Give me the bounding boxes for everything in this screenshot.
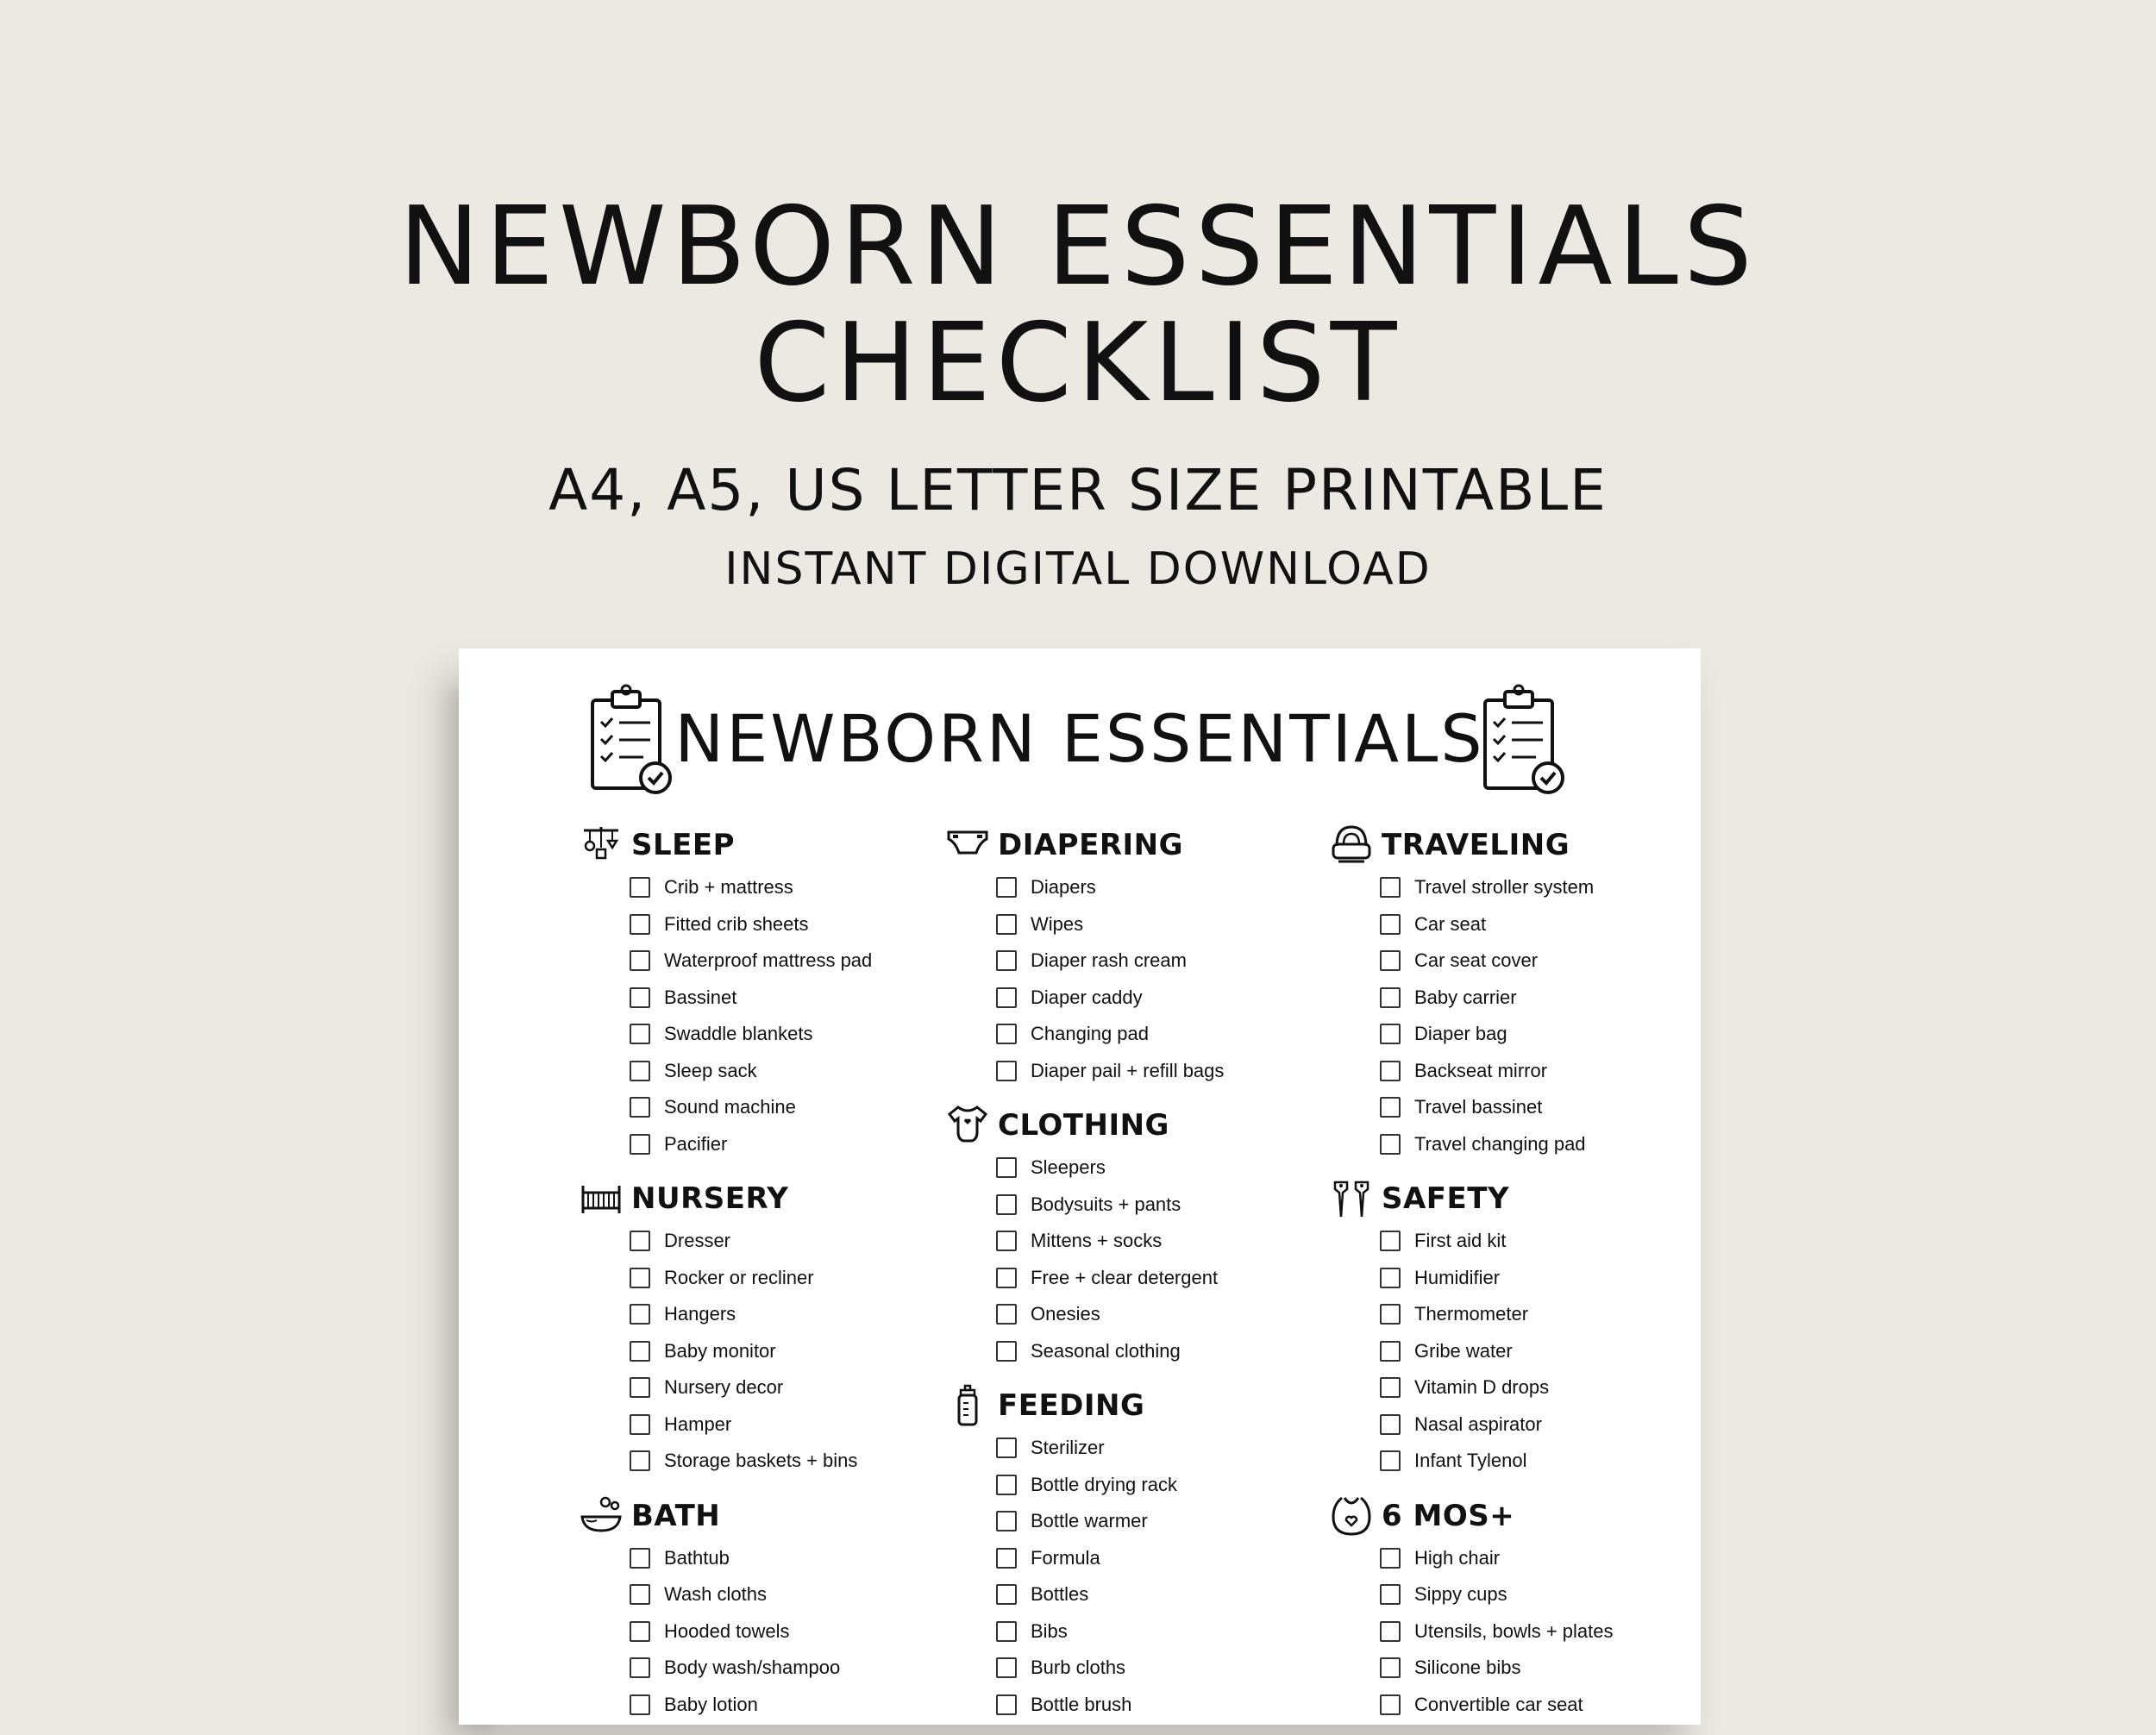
item-label: Bottle warmer <box>1031 1510 1148 1532</box>
item-label: Sippy cups <box>1414 1583 1507 1606</box>
checkbox[interactable] <box>630 1341 650 1362</box>
checklist-item[interactable] <box>630 1369 872 1406</box>
checklist-item[interactable] <box>996 1223 1224 1260</box>
checklist-item[interactable] <box>996 869 1224 906</box>
checklist-item[interactable] <box>1380 1650 1614 1687</box>
checklist-item[interactable] <box>630 1613 872 1650</box>
item-label: Dresser <box>664 1230 731 1252</box>
checkbox[interactable] <box>996 987 1017 1008</box>
item-label: Onesies <box>1031 1303 1100 1325</box>
item-label: Crib + mattress <box>664 876 793 899</box>
checkbox[interactable] <box>630 1548 650 1569</box>
checkbox[interactable] <box>1380 1231 1401 1251</box>
checkbox[interactable] <box>630 987 650 1008</box>
item-label: Mittens + socks <box>1031 1230 1163 1252</box>
diaper-icon <box>946 824 989 867</box>
item-label: Diaper rash cream <box>1031 949 1187 972</box>
checkbox[interactable] <box>1380 1268 1401 1288</box>
checklist-item[interactable] <box>1380 869 1614 906</box>
onesie-icon <box>946 1104 989 1147</box>
section-sleep <box>580 821 872 1162</box>
checklist-item[interactable] <box>1380 1687 1614 1724</box>
checklist-item[interactable] <box>1380 1576 1614 1613</box>
item-label: Diaper pail + refill bags <box>1031 1059 1225 1081</box>
checklist-item[interactable] <box>996 1296 1224 1333</box>
checkbox[interactable] <box>630 1024 650 1044</box>
checklist-item[interactable] <box>996 1149 1224 1187</box>
checkbox[interactable] <box>630 1304 650 1325</box>
checkbox[interactable] <box>996 1511 1017 1531</box>
checkbox[interactable] <box>1380 1584 1401 1605</box>
checklist-item[interactable] <box>1380 1333 1614 1370</box>
checkbox[interactable] <box>996 1437 1017 1458</box>
item-label: Hangers <box>664 1303 736 1325</box>
item-label: Bodysuits + pants <box>1031 1193 1181 1215</box>
checkbox[interactable] <box>630 1694 650 1715</box>
checklist-item[interactable] <box>996 980 1224 1017</box>
checkbox[interactable] <box>996 914 1017 935</box>
checkbox[interactable] <box>996 1024 1017 1044</box>
checkbox[interactable] <box>1380 1134 1401 1155</box>
item-label: Swaddle blankets <box>664 1023 813 1045</box>
item-label: Sound machine <box>664 1096 796 1118</box>
checkbox[interactable] <box>1380 1304 1401 1325</box>
checklist-item[interactable] <box>996 906 1224 943</box>
item-label: Diaper caddy <box>1031 986 1143 1008</box>
checklist-item[interactable] <box>630 1053 872 1090</box>
checkbox[interactable] <box>1380 1377 1401 1398</box>
checkbox[interactable] <box>630 1134 650 1155</box>
checkbox[interactable] <box>630 1584 650 1605</box>
checklist-item[interactable] <box>630 1540 872 1577</box>
item-label: Bottle brush <box>1031 1693 1132 1715</box>
checklist-item[interactable] <box>996 1687 1224 1724</box>
item-label: Diapers <box>1031 876 1096 899</box>
checklist-item[interactable] <box>996 1503 1224 1540</box>
checklist-item[interactable] <box>996 943 1224 980</box>
subtitle: A4, A5, US LETTER SIZE PRINTABLE <box>548 457 1608 523</box>
checkbox[interactable] <box>996 1584 1017 1605</box>
checkbox[interactable] <box>630 1231 650 1251</box>
item-label: Silicone bibs <box>1414 1657 1521 1679</box>
checklist-sheet <box>459 648 1701 1725</box>
checklist-item[interactable] <box>1380 1126 1614 1163</box>
item-label: Sterilizer <box>1031 1437 1105 1459</box>
column-3 <box>1330 821 1614 1735</box>
checklist-item[interactable] <box>1380 1406 1614 1444</box>
checkbox[interactable] <box>630 1377 650 1398</box>
checkbox[interactable] <box>630 1450 650 1471</box>
item-label: Formula <box>1031 1546 1100 1569</box>
checklist-item[interactable] <box>996 1467 1224 1504</box>
checklist-item[interactable] <box>630 869 872 906</box>
checklist-item[interactable] <box>630 1260 872 1297</box>
item-label: Bibs <box>1031 1619 1068 1642</box>
section-feeding <box>946 1381 1224 1723</box>
sheet-title: NEWBORN ESSENTIALS <box>674 700 1485 777</box>
checkbox[interactable] <box>630 1657 650 1678</box>
item-label: Bottles <box>1031 1583 1089 1606</box>
item-label: Infant Tylenol <box>1414 1450 1527 1472</box>
checkbox[interactable] <box>1380 914 1401 935</box>
checklist-item[interactable] <box>1380 906 1614 943</box>
checklist-item[interactable] <box>630 1016 872 1053</box>
item-label: Hamper <box>664 1412 732 1435</box>
checkbox[interactable] <box>630 1414 650 1435</box>
item-label: High chair <box>1414 1546 1501 1569</box>
checklist-item[interactable] <box>630 1650 872 1687</box>
bib-icon <box>1330 1494 1373 1538</box>
section-title: FEEDING <box>998 1388 1145 1423</box>
item-label: Vitamin D drops <box>1414 1376 1550 1399</box>
section-title: DIAPERING <box>998 828 1184 862</box>
checkbox[interactable] <box>996 1268 1017 1288</box>
checklist-item[interactable] <box>996 1333 1224 1370</box>
item-label: Waterproof mattress pad <box>664 949 873 972</box>
safety-pins-icon <box>1330 1177 1373 1220</box>
checklist-item[interactable] <box>1380 1260 1614 1297</box>
item-label: Seasonal clothing <box>1031 1339 1181 1362</box>
item-label: Backseat mirror <box>1414 1059 1548 1081</box>
column-2 <box>946 821 1224 1735</box>
section-clothing <box>946 1101 1224 1369</box>
checkbox[interactable] <box>1380 1061 1401 1081</box>
checklist-item[interactable] <box>1380 1540 1614 1577</box>
item-label: Convertible car seat <box>1414 1693 1583 1715</box>
item-label: Car seat <box>1414 912 1487 935</box>
checklist-item[interactable] <box>630 980 872 1017</box>
checklist-item[interactable] <box>630 1687 872 1724</box>
checkbox[interactable] <box>1380 1548 1401 1569</box>
checklist-item[interactable] <box>996 1430 1224 1467</box>
item-label: Changing pad <box>1031 1023 1150 1045</box>
section-title: NURSERY <box>631 1181 789 1216</box>
checkbox[interactable] <box>1380 1657 1401 1678</box>
checklist-item[interactable] <box>630 1443 872 1480</box>
section-title: SLEEP <box>631 828 736 862</box>
checklist-item[interactable] <box>996 1540 1224 1577</box>
checkbox[interactable] <box>996 1548 1017 1569</box>
section-diapering <box>946 821 1224 1089</box>
item-label: Sleep sack <box>664 1059 757 1081</box>
item-label: Diaper bag <box>1414 1023 1507 1045</box>
bathtub-icon <box>580 1494 623 1538</box>
checkbox[interactable] <box>630 1097 650 1118</box>
checklist-item[interactable] <box>1380 1089 1614 1126</box>
item-label: Burb cloths <box>1031 1657 1126 1679</box>
checklist-item[interactable] <box>630 1089 872 1126</box>
checklist-item[interactable] <box>996 1187 1224 1224</box>
section-nursery <box>580 1174 872 1480</box>
item-label: Free + clear detergent <box>1031 1266 1219 1288</box>
section-title: BATH <box>631 1498 721 1533</box>
checkbox[interactable] <box>996 1194 1017 1215</box>
section-title: CLOTHING <box>998 1108 1169 1143</box>
checkbox[interactable] <box>996 877 1017 898</box>
section-title: SAFETY <box>1382 1181 1510 1216</box>
checklist-item[interactable] <box>996 1260 1224 1297</box>
checkbox[interactable] <box>630 914 650 935</box>
section-6-mos <box>1330 1492 1614 1724</box>
item-label: Nursery decor <box>664 1376 784 1399</box>
item-label: Wipes <box>1031 912 1084 935</box>
item-label: Baby lotion <box>664 1693 758 1715</box>
checkbox[interactable] <box>1380 1621 1401 1642</box>
checkbox[interactable] <box>630 877 650 898</box>
checklist-item[interactable] <box>1380 943 1614 980</box>
item-label: Travel bassinet <box>1414 1096 1543 1118</box>
main-title-line-1: NEWBORN ESSENTIALS <box>398 183 1758 310</box>
checkbox[interactable] <box>996 950 1017 971</box>
item-label: Thermometer <box>1414 1303 1529 1325</box>
checklist-item[interactable] <box>630 1333 872 1370</box>
checkbox[interactable] <box>1380 1414 1401 1435</box>
checkbox[interactable] <box>630 1061 650 1081</box>
checkbox[interactable] <box>1380 1024 1401 1044</box>
checkbox[interactable] <box>1380 950 1401 971</box>
checklist-item[interactable] <box>1380 980 1614 1017</box>
item-label: Nasal aspirator <box>1414 1412 1542 1435</box>
item-label: Bassinet <box>664 986 737 1008</box>
item-label: Utensils, bowls + plates <box>1414 1619 1614 1642</box>
section-title: TRAVELING <box>1382 828 1570 862</box>
clipboard-check-icon <box>1481 683 1567 795</box>
checklist-item[interactable] <box>1380 1369 1614 1406</box>
section-safety <box>1330 1174 1614 1480</box>
checkbox[interactable] <box>630 1621 650 1642</box>
item-label: Baby carrier <box>1414 986 1517 1008</box>
item-label: Fitted crib sheets <box>664 912 809 935</box>
item-label: Wash cloths <box>664 1583 768 1606</box>
checkbox[interactable] <box>996 1341 1017 1362</box>
item-label: Storage baskets + bins <box>664 1450 858 1472</box>
crib-mobile-icon <box>580 824 623 867</box>
checkbox[interactable] <box>996 1231 1017 1251</box>
section-title: 6 MOS+ <box>1382 1498 1515 1533</box>
checklist-item[interactable] <box>996 1016 1224 1053</box>
tagline: INSTANT DIGITAL DOWNLOAD <box>724 543 1432 595</box>
item-label: Body wash/shampoo <box>664 1657 841 1679</box>
checklist-item[interactable] <box>630 1126 872 1163</box>
checklist-item[interactable] <box>1380 1223 1614 1260</box>
main-title-line-2: CHECKLIST <box>754 299 1402 426</box>
checkbox[interactable] <box>1380 1450 1401 1471</box>
item-label: First aid kit <box>1414 1230 1507 1252</box>
checklist-item[interactable] <box>630 1406 872 1444</box>
item-label: Car seat cover <box>1414 949 1539 972</box>
section-traveling <box>1330 821 1614 1162</box>
car-seat-icon <box>1330 824 1373 867</box>
checklist-item[interactable] <box>996 1053 1224 1090</box>
checkbox[interactable] <box>630 950 650 971</box>
checklist-item[interactable] <box>1380 1296 1614 1333</box>
checklist-item[interactable] <box>1380 1053 1614 1090</box>
item-label: Baby monitor <box>664 1339 776 1362</box>
checklist-item[interactable] <box>996 1650 1224 1687</box>
item-label: Travel changing pad <box>1414 1132 1586 1155</box>
item-label: Travel stroller system <box>1414 876 1595 899</box>
checklist-item[interactable] <box>630 1223 872 1260</box>
item-label: Gribe water <box>1414 1339 1513 1362</box>
column-1 <box>580 821 872 1735</box>
checklist-item[interactable] <box>630 1296 872 1333</box>
checkbox[interactable] <box>996 1475 1017 1495</box>
checkbox[interactable] <box>1380 987 1401 1008</box>
checkbox[interactable] <box>1380 1694 1401 1715</box>
checklist-item[interactable] <box>996 1613 1224 1650</box>
item-label: Sleepers <box>1031 1156 1106 1179</box>
checkbox[interactable] <box>996 1061 1017 1081</box>
checkbox[interactable] <box>1380 1341 1401 1362</box>
checkbox[interactable] <box>996 1694 1017 1715</box>
item-label: Rocker or recliner <box>664 1266 814 1288</box>
item-label: Hooded towels <box>664 1619 790 1642</box>
checkbox[interactable] <box>996 1157 1017 1178</box>
crib-icon <box>580 1177 623 1220</box>
item-label: Bottle drying rack <box>1031 1473 1177 1495</box>
checkbox[interactable] <box>1380 877 1401 898</box>
section-bath <box>580 1492 872 1724</box>
checklist-item[interactable] <box>630 1576 872 1613</box>
checklist-item[interactable] <box>630 943 872 980</box>
checklist-item[interactable] <box>1380 1016 1614 1053</box>
checkbox[interactable] <box>630 1268 650 1288</box>
checkbox[interactable] <box>996 1621 1017 1642</box>
checklist-item[interactable] <box>996 1576 1224 1613</box>
checklist-item[interactable] <box>1380 1443 1614 1480</box>
item-label: Pacifier <box>664 1132 728 1155</box>
checkbox[interactable] <box>1380 1097 1401 1118</box>
item-label: Bathtub <box>664 1546 730 1569</box>
checklist-item[interactable] <box>630 906 872 943</box>
checkbox[interactable] <box>996 1657 1017 1678</box>
checkbox[interactable] <box>996 1304 1017 1325</box>
bottle-icon <box>946 1384 989 1427</box>
checklist-item[interactable] <box>1380 1613 1614 1650</box>
item-label: Humidifier <box>1414 1266 1501 1288</box>
